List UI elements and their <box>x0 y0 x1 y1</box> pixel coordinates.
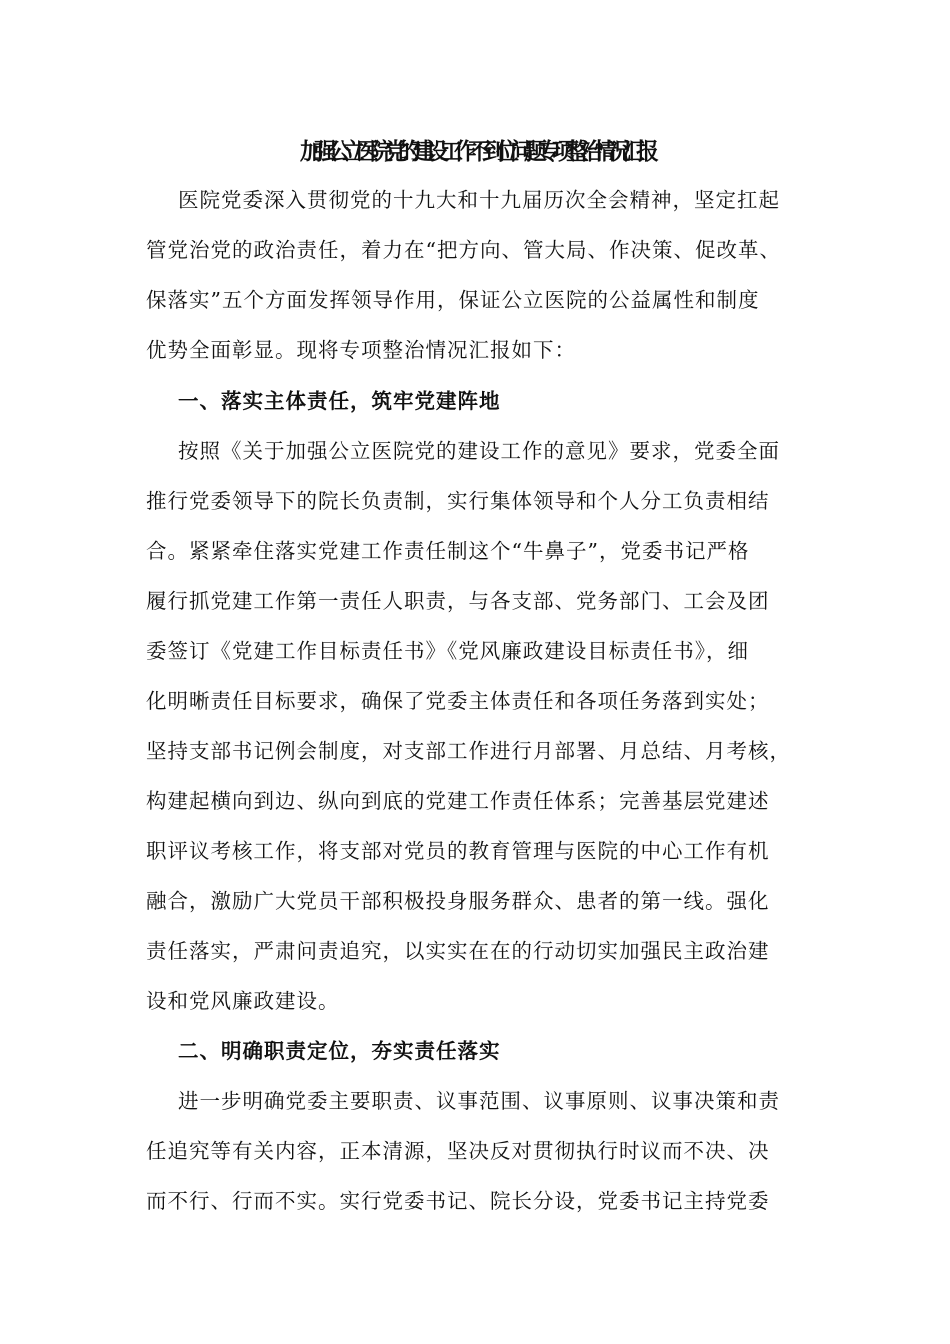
paragraph-line: 责任落实，严肃问责追究，以实实在在的行动切实加强民主政治建 <box>146 939 770 963</box>
paragraph-line: 职评议考核工作，将支部对党员的教育管理与医院的中心工作有机 <box>146 839 770 863</box>
paragraph-line: 设和党风廉政建设。 <box>146 989 340 1013</box>
intro-line: 保落实”五个方面发挥领导作用，保证公立医院的公益属性和制度 <box>146 288 760 312</box>
intro-line: 优势全面彰显。现将专项整治情况汇报如下： <box>146 338 576 362</box>
intro-line: 医院党委深入贯彻党的十九大和十九届历次全会精神，坚定扛起 <box>178 188 780 212</box>
paragraph-line: 坚持支部书记例会制度，对支部工作进行月部署、月总结、月考核， <box>146 739 791 763</box>
section-heading: 二、明确职责定位，夯实责任落实 <box>178 1039 501 1063</box>
paragraph-line: 推行党委领导下的院长负责制，实行集体领导和个人分工负责相结 <box>146 489 770 513</box>
paragraph-line: 委签订《党建工作目标责任书》《党风廉政建设目标责任书》，细 <box>146 639 749 663</box>
paragraph-line: 构建起横向到边、纵向到底的党建工作责任体系；完善基层党建述 <box>146 789 770 813</box>
paragraph-line: 进一步明确党委主要职责、议事范围、议事原则、议事决策和责 <box>178 1089 780 1113</box>
paragraph-line: 任追究等有关内容，正本清源，坚决反对贯彻执行时议而不决、决 <box>146 1139 770 1163</box>
paragraph-line: 融合，激励广大党员干部积极投身服务群众、患者的第一线。强化 <box>146 889 770 913</box>
paragraph-line: 而不行、行而不实。实行党委书记、院长分设，党委书记主持党委 <box>146 1189 770 1213</box>
paragraph-line: 履行抓党建工作第一责任人职责，与各支部、党务部门、工会及团 <box>146 589 770 613</box>
paragraph-line: 按照《关于加强公立医院党的建设工作的意见》要求，党委全面 <box>178 439 780 463</box>
intro-line: 管党治党的政治责任，着力在“把方向、管大局、作决策、促改革、 <box>146 238 781 262</box>
paragraph-line: 化明晰责任目标要求，确保了党委主体责任和各项任务落到实处； <box>146 689 770 713</box>
document-title: 加强公立医院党的建设工作不到位问题专项整治情况汇报 <box>300 138 650 165</box>
paragraph-line: 合。紧紧牵住落实党建工作责任制这个“牛鼻子”，党委书记严格 <box>146 539 750 563</box>
section-heading: 一、落实主体责任，筑牢党建阵地 <box>178 389 501 413</box>
